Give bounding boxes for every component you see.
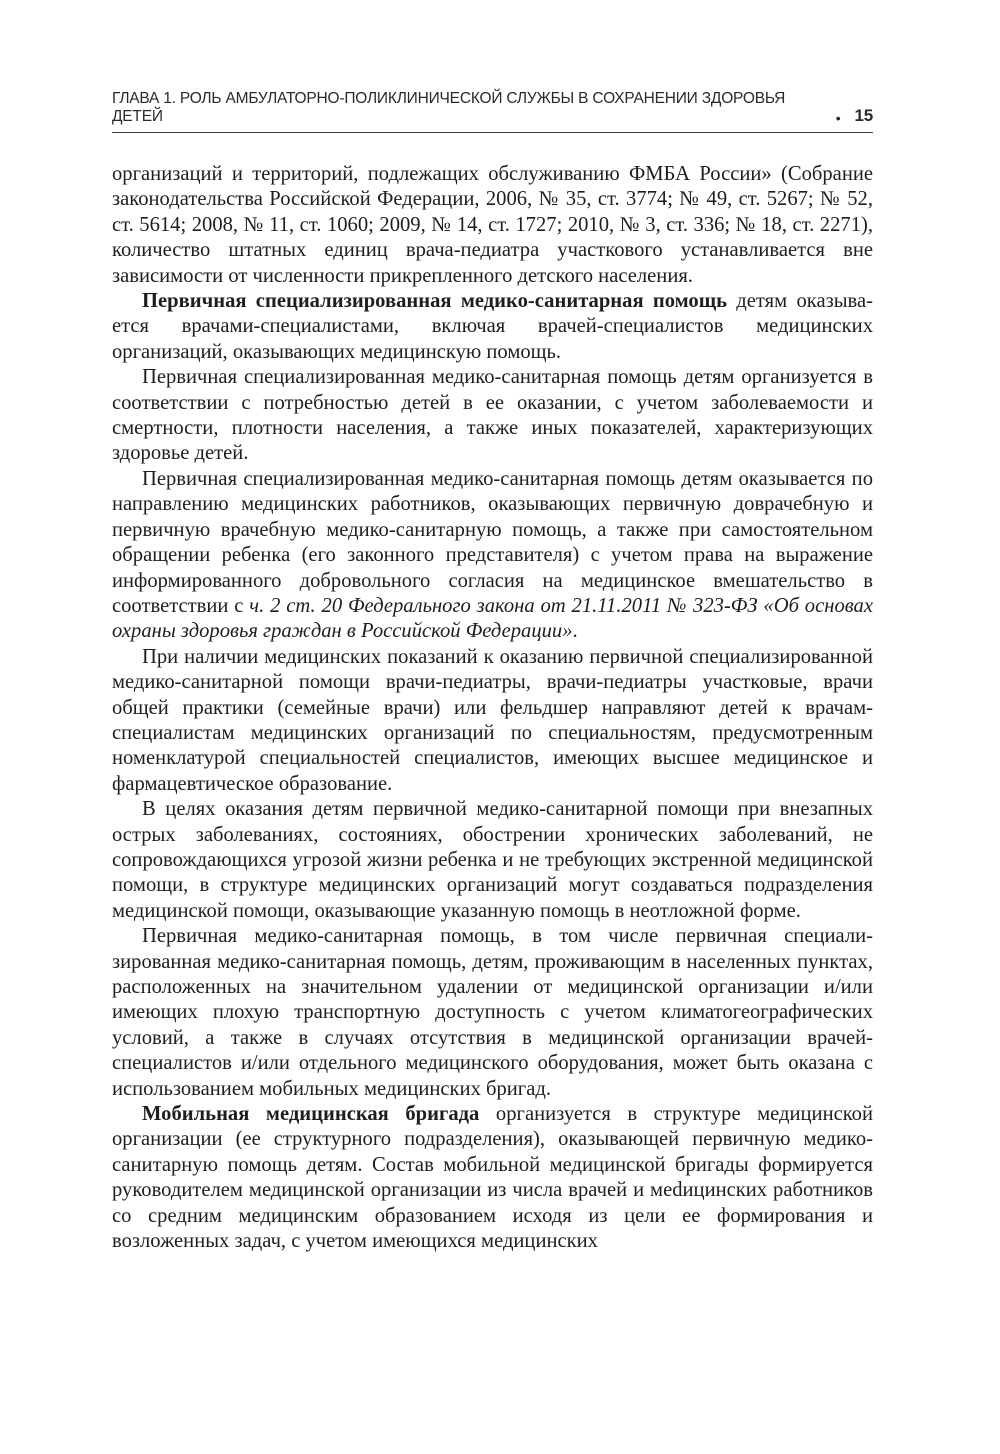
paragraph-text: детям оказывается врачами-специалистами, включая врачей-специалистов медицинских организаций, оказывающих медицинскую помощь.: [112, 290, 874, 363]
paragraph-text: Первичная специализированная медико-санитарная помощь детям оказывается по направлению медицинских работников, оказывающих первичную доврачебную и первичную врачебную медико-санитарную помощь, а также при самостоятельном обращении ребенка (его законного представителя) с учетом права на выражение информированного добровольного согласия на медицинское вмешательство в соответствии с: [112, 467, 873, 617]
paragraph-1: [112, 162, 873, 289]
running-header: [112, 90, 873, 133]
page-number: 15: [854, 106, 873, 125]
paragraph-4: [112, 467, 873, 645]
paragraph-text: организуется в структуре медицинской организации (ее структурного подразделения), оказывающей первичную медико-санитарную помощь детям. Состав мобильной медицинской бригады формируется руководителем медицинской организации из числа врачей и меdицинских работников со средним медицинским образованием исходя из цели ее формирования и возложенных задач, с учетом имеющихся медицинских: [112, 1103, 874, 1253]
paragraph-text: В целях оказания детям первичной медико-санитарной помощи при внезапных острых заболеваниях, состояниях, обострении хронических заболеваний, не сопровождающихся угрозой жизни ребенка и не требующих экстренной медицинской помощи, в структуре медицинских организаций могут создаваться подразделения медицинской помощи, оказывающие указанную помощь в неотложной форме.: [112, 798, 873, 922]
paragraph-8: [112, 1102, 873, 1254]
paragraph-text-end: .: [572, 620, 578, 643]
paragraph-5: [112, 645, 873, 797]
paragraph-term: Мобильная медицинская бригада: [142, 1103, 480, 1126]
paragraph-6: [112, 797, 873, 924]
paragraph-text: Первичная медико-санитарная помощь, в том числе первичная специализированная медико-санитарная помощь, детям, проживающим в населенных пунктах, расположенных на значительном удалении от медицинской организации и/или имеющих плохую транспортную доступность с учетом климатогеографических условий, а также в случаях отсутствия в медицинской организации врачей-специалистов и/или отдельного медицинского оборудования, может быть оказана с использованием мобильных медицинских бригад.: [112, 925, 873, 1100]
paragraph-text: Первичная специализированная медико-санитарная помощь детям организуется в соответствии с потребностью детей в ее оказании, с учетом заболеваемости и смертности, плотности населения, а также иных показателей, характеризующих здоровье детей.: [112, 366, 873, 465]
paragraph-2: [112, 289, 873, 365]
law-reference: ч. 2 ст. 20 Федерального закона от 21.11.2011 № 323-ФЗ «Об основах охраны здоровья граждан в Российской Федерации»: [112, 594, 873, 643]
paragraph-3: [112, 365, 873, 467]
paragraph-text: При наличии медицинских показаний к оказанию первичной специализированной медико-санитарной помощи врачи-педиатры, врачи-педиатры участковые, врачи общей практики (семейные врачи) или фельдшер направляют детей к врачам-специалистам медицинских организаций по специальностям, предусмотренным номенклатурой специальностей специалистов, имеющих высшее медицинское и фармацевтическое образование.: [112, 645, 873, 795]
header-bullet: •: [835, 110, 841, 126]
running-title: ГЛАВА 1. РОЛЬ АМБУЛАТОРНО-ПОЛИКЛИНИЧЕСКОЙ СЛУЖБЫ В СОХРАНЕНИИ ЗДОРОВЬЯ ДЕТЕЙ: [112, 90, 786, 125]
paragraph-7: [112, 924, 873, 1102]
body-text: [112, 162, 873, 1254]
paragraph-text: организаций и территорий, подлежащих обслуживанию ФМБА России» (Собрание законодательства Российской Федерации, 2006, № 35, ст. 3774; № 49, ст. 5267; № 52, ст. 5614; 2008, № 11, ст. 1060; 2009, № 14, ст. 1727; 2010, № 3, ст. 336; № 18, ст. 2271), количество штатных единиц врача-педиатра участкового устанавливается вне зависимости от численности прикрепленного детского населения.: [112, 163, 873, 287]
paragraph-term: Первичная специализированная медико-санитарная помощь: [142, 290, 728, 313]
